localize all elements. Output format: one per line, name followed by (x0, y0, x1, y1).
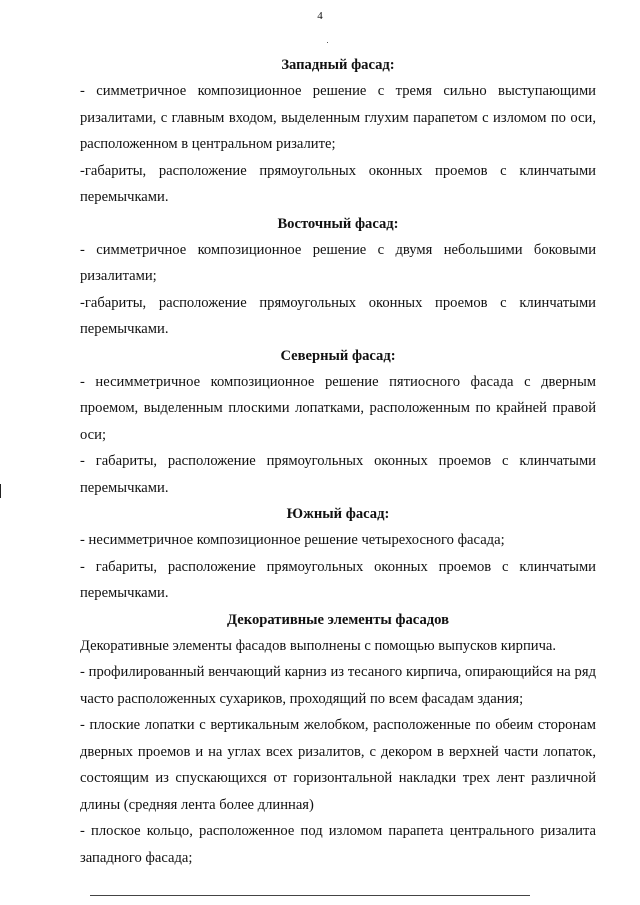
paragraph: - симметричное композиционное решение с двумя небольшими боковыми ризалитами; (80, 241, 596, 284)
section-south-facade (80, 501, 596, 607)
paragraph: -габариты, расположение прямоугольных оконных проемов с клинчатыми перемычками. (80, 294, 596, 337)
paragraph: - несимметричное композиционное решение четырехосного фасада; (80, 532, 505, 548)
section-north-facade (80, 343, 596, 502)
section-heading: Декоративные элементы фасадов (227, 611, 449, 628)
page-number: 4 (317, 10, 323, 22)
section-heading: Северный фасад: (280, 347, 396, 364)
section-decorative-elements (80, 607, 596, 872)
paragraph: - симметричное композиционное решение с тремя сильно выступающими ризалитами, с главным входом, выделенным глухим парапетом с изломом по оси, расположенном в центральном ризалите; (80, 83, 596, 152)
paragraph: - габариты, расположение прямоугольных оконных проемов с клинчатыми перемычками. (80, 558, 596, 601)
section-heading: Западный фасад: (281, 57, 395, 73)
paragraph: Декоративные элементы фасадов выполнены с помощью выпусков кирпича. (80, 637, 557, 654)
section-east-facade (80, 211, 596, 343)
scan-edge-mark (0, 484, 1, 498)
scan-speck (327, 42, 328, 43)
paragraph: - плоское кольцо, расположенное под изломом парапета центрального ризалита западного фасада; (80, 823, 596, 866)
document-body (80, 52, 596, 871)
paragraph: - несимметричное композиционное решение пятиосного фасада с дверным проемом, выделенным плоскими лопатками, расположенным по крайней правой оси; (80, 373, 596, 443)
paragraph: -габариты, расположение прямоугольных оконных проемов с клинчатыми перемычками. (80, 162, 596, 205)
section-west-facade (80, 52, 596, 211)
paragraph: - профилированный венчающий карниз из тесаного кирпича, опирающийся на ряд часто расположенных сухариков, проходящий по всем фасадам здания; (80, 664, 596, 707)
section-heading: Восточный фасад: (277, 215, 399, 232)
scan-bottom-line (90, 895, 530, 896)
paragraph: - плоские лопатки с вертикальным желобком, расположенные по обеим сторонам дверных проемов и на углах всех ризалитов, с декором в верхней части лопаток, состоящим из спускающихся от горизонтальной накладки трех лент различной длины (средняя лента более длинная) (80, 717, 596, 813)
section-heading: Южный фасад: (286, 506, 390, 522)
paragraph: - габариты, расположение прямоугольных оконных проемов с клинчатыми перемычками. (80, 453, 596, 496)
